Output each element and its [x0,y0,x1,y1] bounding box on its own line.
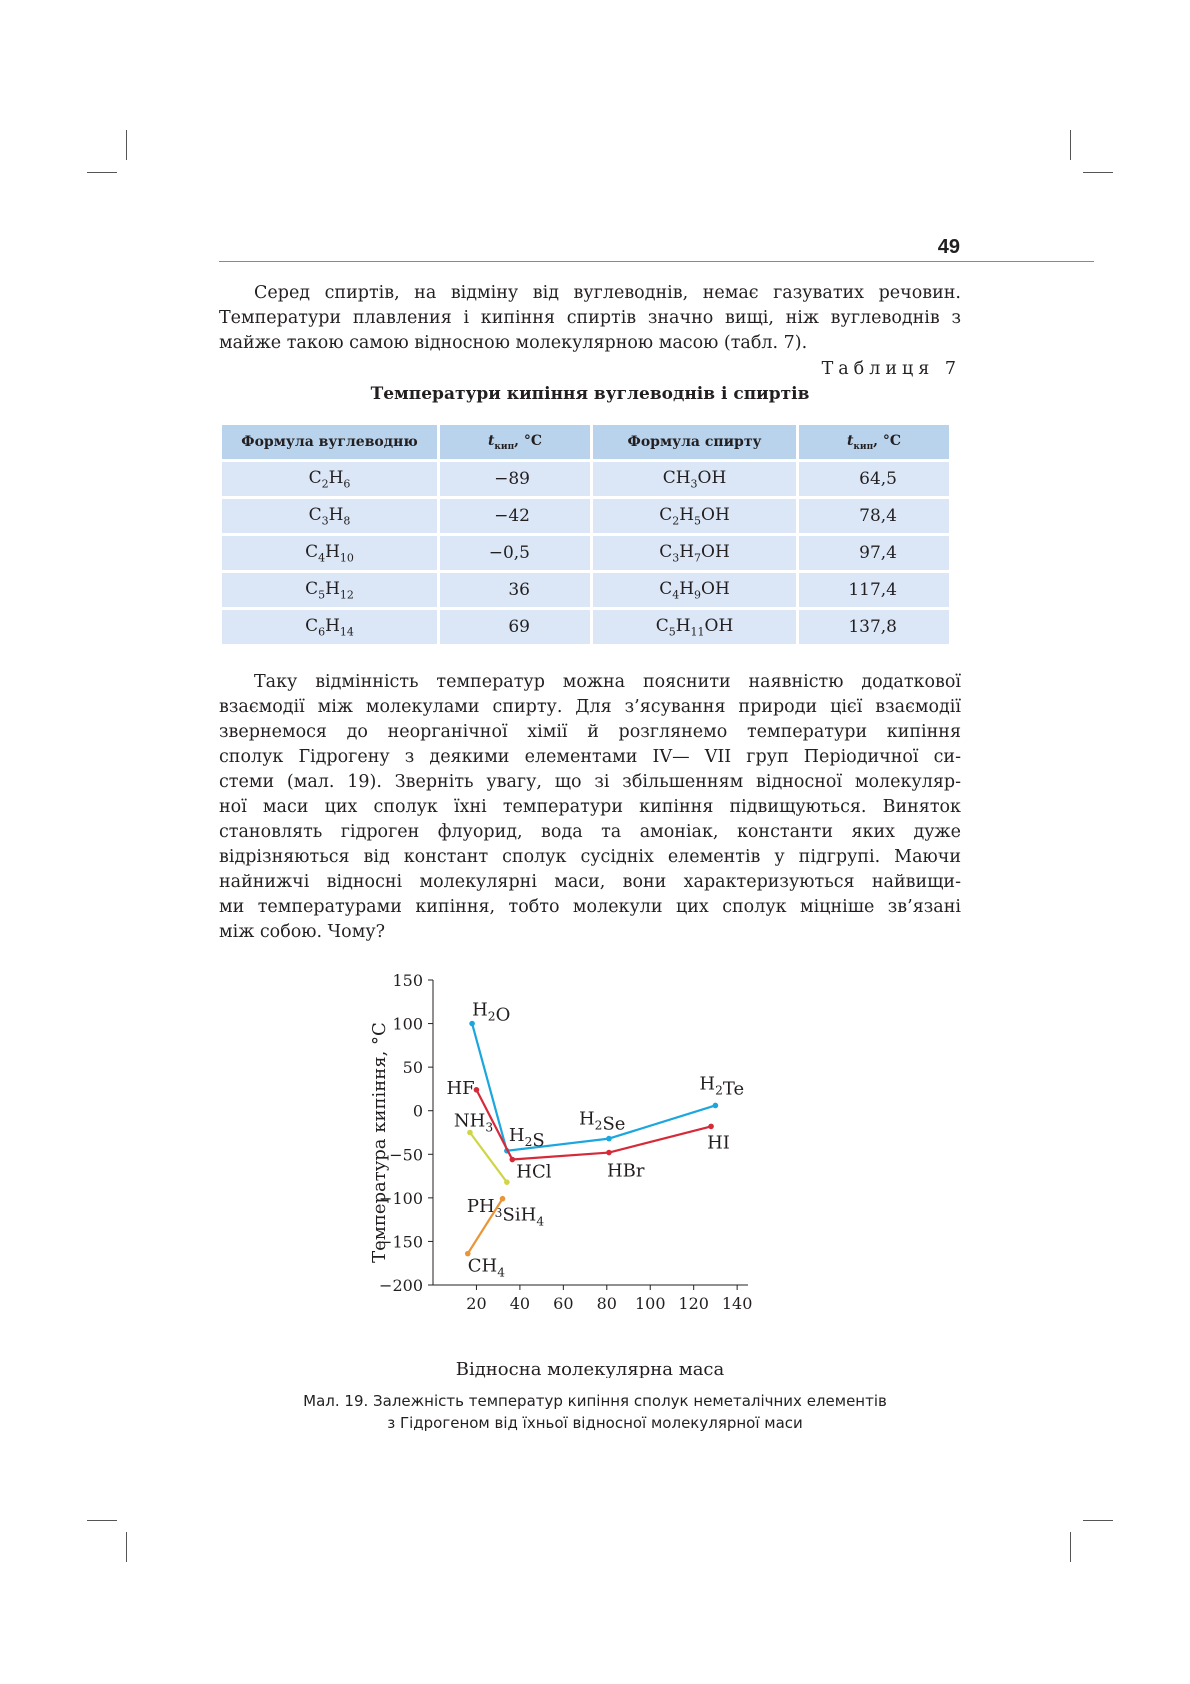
column-header: Формула спирту [593,425,796,459]
point-label-hcl: HCl [516,1161,552,1183]
point-label-hf: HF [446,1077,475,1099]
point-label-h2s: $H_2S$ [508,1124,545,1151]
alcohol-boiling-point-cell: 78,4 [799,499,949,533]
y-tick-label: 100 [392,1014,423,1034]
crop-mark [126,130,127,160]
point-label-hi: HI [707,1132,730,1154]
table-number: Таблиця 7 [821,359,961,379]
alcohol-boiling-point-cell: 97,4 [799,536,949,570]
table-caption: Температури кипіння вуглеводнів і спиртів [370,384,810,404]
point-label-ph3: $PH_3$ [466,1196,503,1221]
x-tick-label: 140 [721,1294,753,1313]
text-line: становлять гідроген флуорид, вода та амоніак, константи яких дуже [219,822,961,842]
crop-mark [1083,1520,1113,1521]
data-point [606,1150,612,1156]
point-label-nh3: $NH_3$ [453,1110,494,1135]
hydrocarbon-formula-cell: $C_4H_{10}$ [222,536,437,570]
page-number: 49 [937,236,960,258]
explanation-paragraph [219,670,961,945]
alcohol-boiling-point-cell: 64,5 [799,462,949,496]
column-header: Формула вуглеводню [222,425,437,459]
point-label-hbr: HBr [606,1160,645,1182]
hydrocarbon-formula-cell: $C_3H_8$ [222,499,437,533]
text-line: ми температурами кипіння, тобто молекули цих сполук міцніше зв’язані [219,897,961,917]
crop-mark [87,1520,117,1521]
y-tick-label: −200 [379,1276,423,1295]
text-line: Таку відмінність температур можна пояснити наявністю додаткової [254,672,961,692]
text-line: звернемося до неорганічної хімії й розглянемо температури кипіння [219,722,961,742]
hydrocarbon-formula-cell: $C_6H_{14}$ [222,610,437,644]
text-line: Температури плавления і кипіння спиртів значно вищі, ніж вуглеводнів з [219,308,961,328]
crop-mark [1070,1532,1071,1562]
column-header: $t_{кип}$, °С [799,425,949,459]
alcohol-formula-cell: $C_2H_5OH$ [593,499,796,533]
hydrocarbon-boiling-point-cell: 69 [440,610,590,644]
alcohol-boiling-point-cell: 117,4 [799,573,949,607]
x-tick-label: 80 [596,1294,617,1313]
text-line: відрізняються від констант сполук сусідніх елементів у підгрупі. Маючи [219,847,961,867]
data-point [469,1021,475,1027]
x-tick-label: 120 [678,1294,709,1313]
figure-caption-line: з Гідрогеном від їхньої відносної молекулярної маси [387,1414,803,1432]
y-tick-label: −100 [379,1188,423,1208]
point-label-h2te: $H_2Te$ [699,1073,745,1100]
alcohol-formula-cell: $C_3H_7OH$ [593,536,796,570]
point-label-h2o: $H_2O$ [472,999,511,1026]
text-line: ної маси цих сполук їхні температури кипіння підвищуються. Виняток [219,797,961,817]
hydrocarbon-formula-cell: $C_2H_6$ [222,462,437,496]
table-row [222,610,949,644]
x-axis-label: Відносна молекулярна маса [455,1359,725,1378]
data-point [708,1124,714,1130]
table-row [222,536,949,570]
y-tick-label: 150 [392,971,423,990]
chart-svg [360,968,820,1378]
intro-paragraph [219,281,961,356]
text-line: сполук Гідрогену з деякими елементами IV— VII груп Періодичної си- [219,747,961,767]
point-label-h2se: $H_2Se$ [578,1108,626,1135]
hydrocarbon-boiling-point-cell: −42 [440,499,590,533]
table-row [222,499,949,533]
y-axis-label: Температура кипіння, °С [369,1022,390,1263]
crop-mark [1070,130,1071,160]
data-point [713,1103,719,1109]
hydrocarbon-boiling-point-cell: −89 [440,462,590,496]
data-point [509,1157,515,1163]
crop-mark [126,1532,127,1562]
text-line: взаємодії між молекулами спирту. Для з’ясування природи цієї взаємодії [219,697,961,717]
y-tick-label: −50 [389,1145,423,1165]
column-header: $t_{кип}$, °С [440,425,590,459]
x-tick-label: 60 [553,1294,574,1313]
figure-caption-line: Мал. 19. Залежність температур кипіння сполук неметалічних елементів [303,1392,887,1410]
x-tick-label: 100 [634,1294,666,1313]
boiling-points-table [219,422,952,647]
alcohol-formula-cell: $CH_3OH$ [593,462,796,496]
table-header-row [222,425,949,459]
data-point [606,1136,612,1142]
data-point [500,1196,506,1202]
crop-mark [1083,172,1113,173]
alcohol-boiling-point-cell: 137,8 [799,610,949,644]
crop-mark [87,172,117,173]
text-line: майже такою самою відносною молекулярною масою (табл. 7). [219,333,808,353]
alcohol-formula-cell: $C_5H_{11}OH$ [593,610,796,644]
text-line: стеми (мал. 19). Зверніть увагу, що зі збільшенням відносної молекуляр- [219,772,961,792]
text-line: між собою. Чому? [219,922,385,942]
hydrocarbon-boiling-point-cell: 36 [440,573,590,607]
y-tick-label: 0 [412,1101,423,1121]
text-line: Серед спиртів, на відміну від вуглеводнів, немає газуватих речовин. [254,283,961,303]
x-tick-label: 40 [509,1294,531,1313]
text-line: найнижчі відносні молекулярні маси, вони характеризуються найвищи- [219,872,961,892]
data-point [504,1179,510,1185]
boiling-point-chart [360,968,820,1382]
point-label-ch4: $CH_4$ [467,1255,506,1280]
table-row [222,573,949,607]
figure-caption [220,1390,970,1434]
point-label-sih4: SiH$_4$ [502,1204,545,1229]
y-tick-label: 50 [402,1058,423,1078]
alcohol-formula-cell: $C_4H_9OH$ [593,573,796,607]
header-rule [219,261,1094,262]
hydrocarbon-boiling-point-cell: −0,5 [440,536,590,570]
x-tick-label: 20 [466,1294,487,1313]
table-row [222,462,949,496]
hydrocarbon-formula-cell: $C_5H_{12}$ [222,573,437,607]
y-tick-label: −150 [379,1232,423,1252]
